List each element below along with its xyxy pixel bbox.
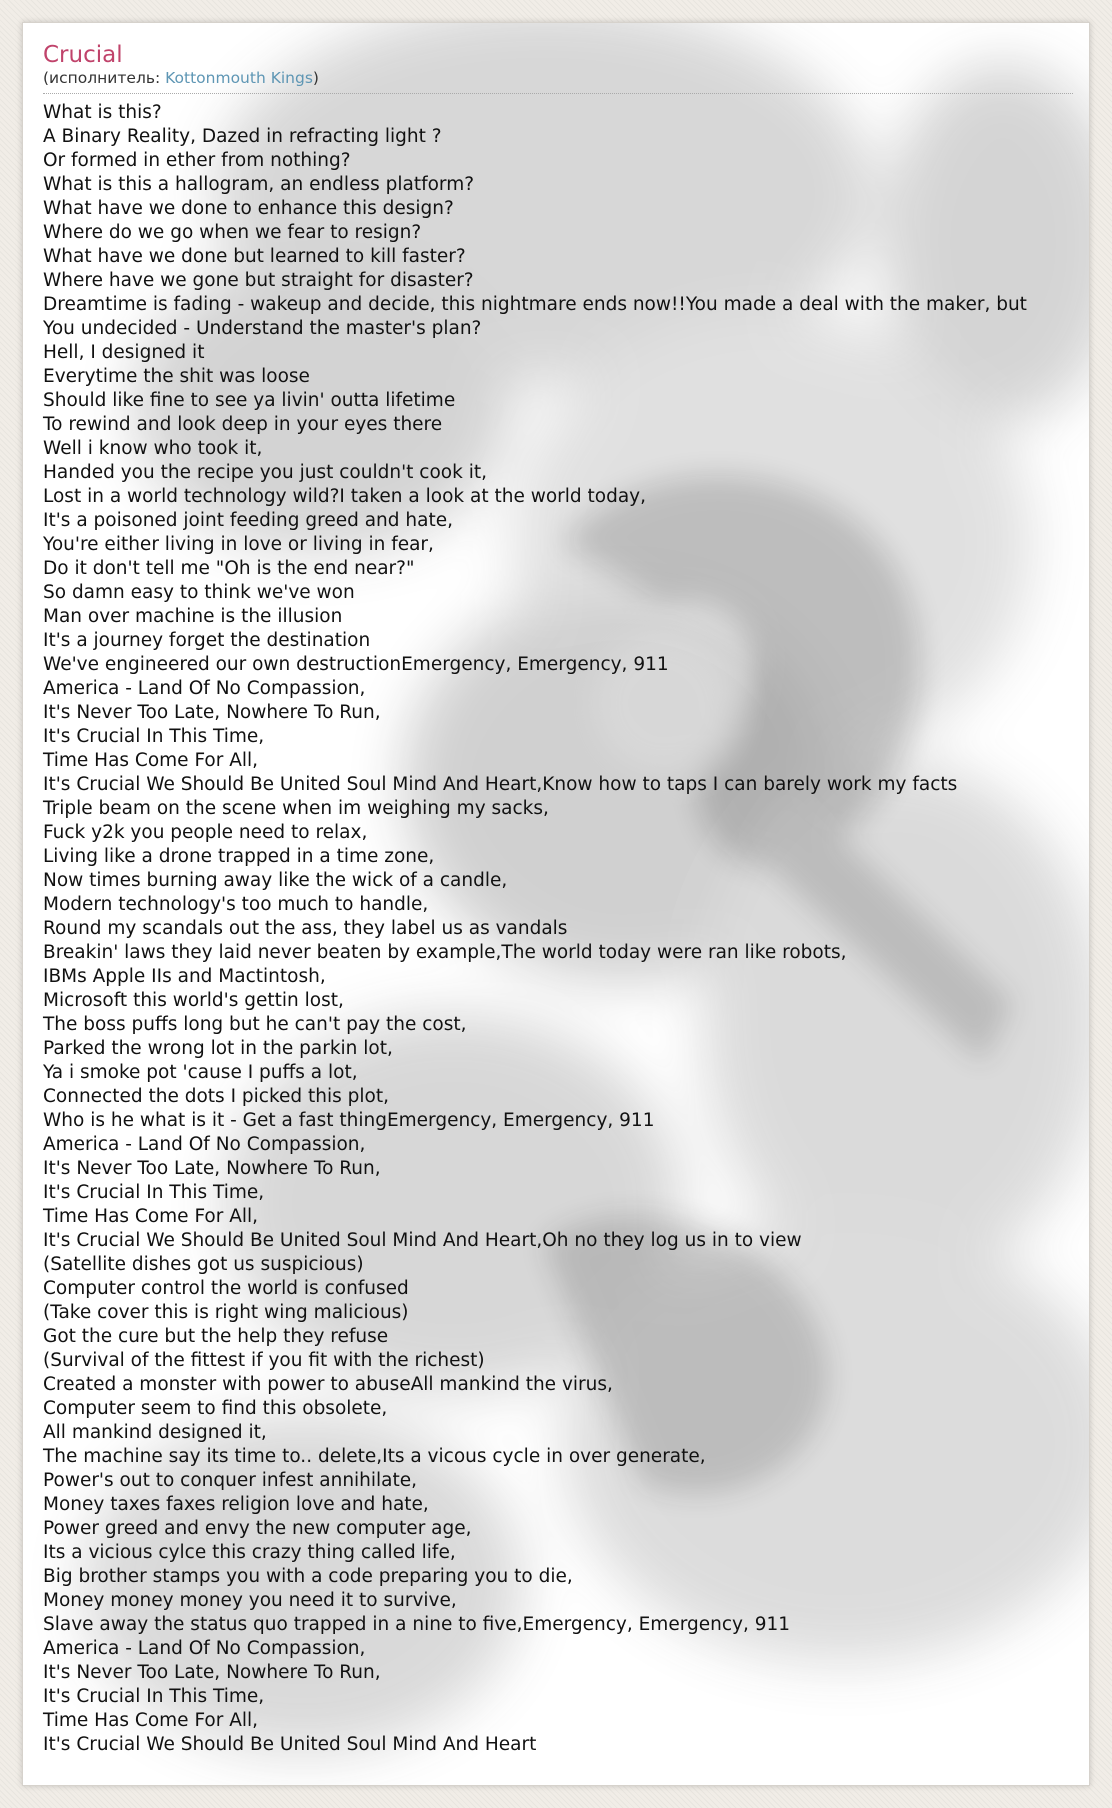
lyric-line: Ya i smoke pot 'cause I puffs a lot,: [43, 1062, 358, 1083]
lyric-line: Handed you the recipe you just couldn't cook it,: [43, 462, 487, 483]
lyric-line: It's Never Too Late, Nowhere To Run,: [43, 1158, 381, 1179]
lyric-line: Connected the dots I picked this plot,: [43, 1086, 389, 1107]
lyric-line: Power's out to conquer infest annihilate,: [43, 1470, 418, 1491]
lyric-line: Parked the wrong lot in the parkin lot,: [43, 1038, 393, 1059]
lyric-line: Should like fine to see ya livin' outta lifetime: [43, 390, 456, 411]
lyric-line: Or formed in ether from nothing?: [43, 150, 351, 171]
lyric-line: Round my scandals out the ass, they label us as vandals: [43, 918, 568, 939]
artist-suffix: ): [312, 69, 319, 87]
lyric-line: What have we done to enhance this design?: [43, 198, 454, 219]
lyric-line: Fuck y2k you people need to relax,: [43, 822, 368, 843]
lyric-line: Computer control the world is confused: [43, 1278, 409, 1299]
lyric-line: Well i know who took it,: [43, 438, 263, 459]
lyric-line: All mankind designed it,: [43, 1422, 267, 1443]
lyric-line: Got the cure but the help they refuse: [43, 1326, 389, 1347]
song-title: Crucial: [43, 42, 123, 68]
lyric-line: What is this?: [43, 102, 162, 123]
lyric-line: America - Land Of No Compassion,: [43, 678, 366, 699]
lyric-line: Do it don't tell me "Oh is the end near?": [43, 558, 415, 579]
lyric-line: The boss puffs long but he can't pay the cost,: [43, 1014, 467, 1035]
lyric-line: Who is he what is it - Get a fast thingEmergency, Emergency, 911: [43, 1110, 655, 1131]
lyric-line: Where have we gone but straight for disaster?: [43, 270, 474, 291]
lyric-line: It's a journey forget the destination: [43, 630, 371, 651]
lyric-line: The machine say its time to.. delete,Its a vicous cycle in over generate,: [43, 1446, 706, 1467]
lyric-line: Slave away the status quo trapped in a nine to five,Emergency, Emergency, 911: [43, 1614, 791, 1635]
lyric-line: (Survival of the fittest if you fit with the richest): [43, 1350, 485, 1371]
lyric-line: IBMs Apple IIs and Mactintosh,: [43, 966, 326, 987]
lyrics-text: [43, 101, 1073, 1757]
lyric-line: Lost in a world technology wild?I taken a look at the world today,: [43, 486, 647, 507]
lyric-line: Now times burning away like the wick of a candle,: [43, 870, 508, 891]
lyric-line: Money taxes faxes religion love and hate,: [43, 1494, 429, 1515]
lyric-line: You undecided - Understand the master's plan?: [43, 318, 482, 339]
lyric-line: Hell, I designed it: [43, 342, 205, 363]
lyric-line: Its a vicious cylce this crazy thing called life,: [43, 1542, 456, 1563]
lyric-line: It's Crucial We Should Be United Soul Mind And Heart: [43, 1734, 537, 1755]
lyric-line: A Binary Reality, Dazed in refracting light ?: [43, 126, 442, 147]
lyric-line: You're either living in love or living in fear,: [43, 534, 434, 555]
lyric-line: Microsoft this world's gettin lost,: [43, 990, 344, 1011]
lyric-line: Living like a drone trapped in a time zone,: [43, 846, 435, 867]
lyric-line: It's Crucial We Should Be United Soul Mind And Heart,Oh no they log us in to view: [43, 1230, 802, 1251]
lyric-line: What is this a hallogram, an endless platform?: [43, 174, 475, 195]
lyric-line: To rewind and look deep in your eyes there: [43, 414, 443, 435]
lyric-line: It's Crucial We Should Be United Soul Mind And Heart,Know how to taps I can barely work my facts: [43, 774, 958, 795]
lyric-line: It's Crucial In This Time,: [43, 1182, 265, 1203]
lyric-line: Everytime the shit was loose: [43, 366, 310, 387]
lyric-line: It's Never Too Late, Nowhere To Run,: [43, 1662, 381, 1683]
lyric-line: It's Crucial In This Time,: [43, 726, 265, 747]
lyric-line: Dreamtime is fading - wakeup and decide, this nightmare ends now!!You made a deal with the maker, but: [43, 294, 1027, 315]
lyric-line: Power greed and envy the new computer age,: [43, 1518, 472, 1539]
lyric-line: Money money money you need it to survive,: [43, 1590, 457, 1611]
lyrics-card: [22, 22, 1090, 1786]
content-area: [43, 41, 1073, 1757]
lyric-line: It's Crucial In This Time,: [43, 1686, 265, 1707]
lyric-line: America - Land Of No Compassion,: [43, 1134, 366, 1155]
lyric-line: Created a monster with power to abuseAll mankind the virus,: [43, 1374, 613, 1395]
artist-prefix: (исполнитель:: [43, 69, 166, 87]
lyric-line: Big brother stamps you with a code preparing you to die,: [43, 1566, 573, 1587]
lyric-line: (Satellite dishes got us suspicious): [43, 1254, 364, 1275]
lyric-line: Modern technology's too much to handle,: [43, 894, 429, 915]
lyric-line: (Take cover this is right wing malicious): [43, 1302, 409, 1323]
lyric-line: Triple beam on the scene when im weighing my sacks,: [43, 798, 549, 819]
lyric-line: Breakin' laws they laid never beaten by example,The world today were ran like robots,: [43, 942, 847, 963]
lyric-line: We've engineered our own destructionEmergency, Emergency, 911: [43, 654, 669, 675]
artist-link[interactable]: Kottonmouth Kings: [165, 69, 313, 87]
lyric-line: So damn easy to think we've won: [43, 582, 355, 603]
lyric-line: Man over machine is the illusion: [43, 606, 343, 627]
lyric-line: It's a poisoned joint feeding greed and hate,: [43, 510, 453, 531]
lyric-line: Time Has Come For All,: [43, 750, 259, 771]
lyric-line: Time Has Come For All,: [43, 1710, 259, 1731]
lyric-line: America - Land Of No Compassion,: [43, 1638, 366, 1659]
lyric-line: What have we done but learned to kill faster?: [43, 246, 466, 267]
lyric-line: It's Never Too Late, Nowhere To Run,: [43, 702, 381, 723]
lyric-line: Computer seem to find this obsolete,: [43, 1398, 388, 1419]
lyric-line: Where do we go when we fear to resign?: [43, 222, 422, 243]
lyric-line: Time Has Come For All,: [43, 1206, 259, 1227]
artist-line: [43, 69, 1073, 94]
